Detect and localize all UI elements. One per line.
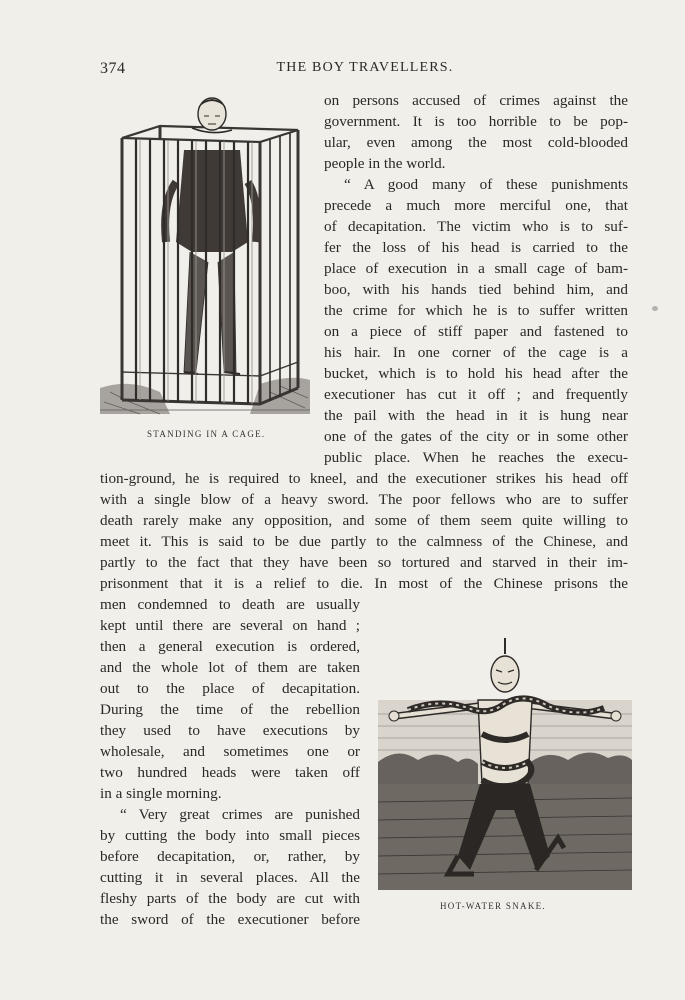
- text-line: ular, even among the most cold-blooded: [324, 134, 628, 151]
- text-line: out to the place of decapitation.: [100, 680, 360, 697]
- text-line: tion-ground, he is required to kneel, and the executioner strikes his head off: [100, 470, 628, 487]
- running-title: THE BOY TRAVELLERS.: [276, 60, 454, 75]
- text-line: on persons accused of crimes against the: [324, 92, 628, 109]
- text-line: people in the world.: [324, 155, 446, 172]
- text-line: then a general execution is ordered,: [100, 638, 360, 655]
- text-line: they used to have executions by: [100, 722, 360, 739]
- page-number: 374: [100, 60, 126, 77]
- text-line: government. It is too horrible to be pop-: [324, 113, 628, 130]
- figure-caption-snake: HOT-WATER SNAKE.: [440, 901, 546, 911]
- figure-caption-cage: STANDING IN A CAGE.: [147, 429, 266, 439]
- ink-smudge: [652, 306, 658, 311]
- text-line: “ Very great crimes are punished: [120, 806, 360, 823]
- text-line: one of the gates of the city or in some other: [324, 428, 628, 445]
- text-line: place of execution in a small cage of bam-: [324, 260, 628, 277]
- text-line: kept until there are several on hand ;: [100, 617, 360, 634]
- text-line: the crime for which he is to suffer written: [324, 302, 628, 319]
- text-line: meet it. This is said to be due partly to the calmness of the Chinese, and: [100, 533, 628, 550]
- cage-engraving: [100, 92, 310, 422]
- text-line: his hair. In one corner of the cage is a: [324, 344, 628, 361]
- text-line: of decapitation. The victim who is to suf-: [324, 218, 628, 235]
- figure-hot-water-snake: [378, 634, 632, 892]
- text-line: bucket, which is to hold his head after the: [324, 365, 628, 382]
- text-line: public place. When he reaches the execu-: [324, 449, 628, 466]
- text-line: During the time of the rebellion: [100, 701, 360, 718]
- text-line: by cutting the body into small pieces: [100, 827, 360, 844]
- figure-standing-in-cage: [100, 92, 310, 422]
- text-line: two hundred heads were taken off: [100, 764, 360, 781]
- text-line: death rarely make any opposition, and some of them seem quite willing to: [100, 512, 628, 529]
- text-line: partly to the fact that they have been so tortured and starved in their im-: [100, 554, 628, 571]
- text-line: fer the loss of his head is carried to the: [324, 239, 628, 256]
- running-head: [100, 60, 630, 82]
- text-line: on a piece of stiff paper and fastened to: [324, 323, 628, 340]
- text-line: cutting it in several places. All the: [100, 869, 360, 886]
- text-line: precede a much more merciful one, that: [324, 197, 628, 214]
- text-line: boo, with his hands tied behind him, and: [324, 281, 628, 298]
- text-line: “ A good many of these punishments: [344, 176, 628, 193]
- text-line: executioner has cut it off ; and frequently: [324, 386, 628, 403]
- text-line: wholesale, and sometimes one or: [100, 743, 360, 760]
- text-line: prisonment that it is a relief to die. In most of the Chinese prisons the: [100, 575, 628, 592]
- text-line: fleshy parts of the body are cut with: [100, 890, 360, 907]
- text-line: with a single blow of a heavy sword. The poor fellows who are to suffer: [100, 491, 628, 508]
- text-line: the pail with the head in it is hung near: [324, 407, 628, 424]
- text-line: and the whole lot of them are taken: [100, 659, 360, 676]
- snake-engraving: [378, 634, 632, 892]
- text-line: the sword of the executioner before: [100, 911, 360, 928]
- text-line: before decapitation, or, rather, by: [100, 848, 360, 865]
- text-line: men condemned to death are usually: [100, 596, 360, 613]
- text-line: in a single morning.: [100, 785, 222, 802]
